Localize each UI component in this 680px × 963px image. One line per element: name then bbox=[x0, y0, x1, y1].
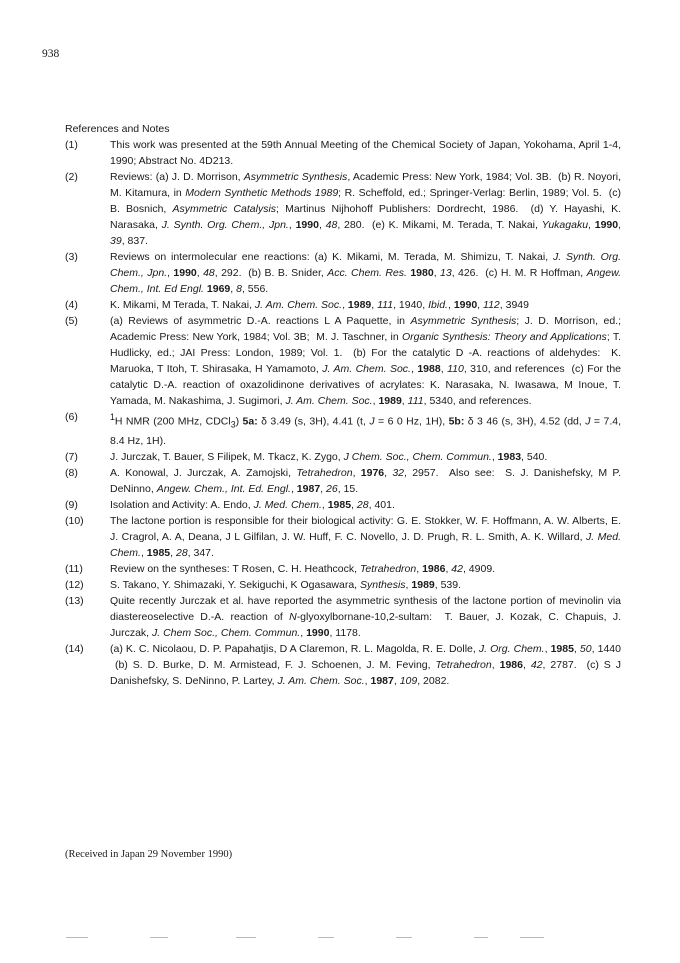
reference-item bbox=[65, 249, 621, 297]
reference-text: Reviews: (a) J. D. Morrison, Asymmetric Synthesis, Academic Press: New York, 1984; Vol. 3B. (b) R. Noyori, M. Kitamura, in Modern Synthetic Methods 1989; R. Scheffold, ed.; Springer-Verlag: Berlin, 1989; Vol. 5. (c) B. Bosnich, Asymmetric Catalysis; Martinus Nijhohoff Publishers: Dordrecht, 1986. (d) Y. Hayashi, K. Narasaka, J. Synth. Org. Chem., Jpn., 1990, 48, 280. (e) K. Mikami, M. Terada, T. Nakai, Yukagaku, 1990, 39, 837. bbox=[110, 171, 622, 247]
reference-text: J. Jurczak, T. Bauer, S Filipek, M. Tkacz, K. Zygo, J Chem. Soc., Chem. Commun., 1983, 540. bbox=[110, 450, 548, 463]
reference-number: (1) bbox=[65, 139, 78, 151]
reference-number: (11) bbox=[65, 562, 83, 575]
reference-text: K. Mikami, M Terada, T. Nakai, J. Am. Chem. Soc., 1989, 111, 1940, Ibid., 1990, 112, 3949 bbox=[110, 299, 529, 311]
page-number: 938 bbox=[42, 48, 60, 60]
reference-text: S. Takano, Y. Shimazaki, Y. Sekiguchi, K Ogasawara, Synthesis, 1989, 539. bbox=[110, 578, 462, 591]
reference-number: (12) bbox=[65, 578, 84, 591]
reference-item bbox=[65, 465, 621, 497]
reference-text: Review on the syntheses: T Rosen, C. H. Heathcock, Tetrahedron, 1986, 42, 4909. bbox=[110, 562, 496, 575]
reference-item bbox=[65, 561, 621, 577]
reference-number: (5) bbox=[65, 315, 78, 327]
reference-item bbox=[65, 297, 621, 313]
reference-number: (2) bbox=[65, 171, 78, 183]
reference-number: (6) bbox=[65, 411, 78, 423]
reference-item bbox=[65, 513, 621, 561]
reference-item bbox=[65, 497, 621, 513]
reference-text: (a) K. C. Nicolaou, D. P. Papahatjis, D A Claremon, R. L. Magolda, R. E. Dolle, J. Org. Chem., 1985, 50, 1440 (b) S. D. Burke, D. M. Armistead, F. J. Schoenen, J. M. Feving, Tetrahedron, 1986, 42, 2787. (c) S J Danishefsky, S. DeNinno, P. Lartey, J. Am. Chem. Soc., 1987, 109, 2082. bbox=[110, 642, 621, 687]
received-note: (Received in Japan 29 November 1990) bbox=[65, 849, 233, 860]
reference-number: (14) bbox=[65, 642, 84, 655]
references-heading: References and Notes bbox=[65, 123, 170, 135]
reference-item bbox=[65, 449, 621, 465]
reference-text: Reviews on intermolecular ene reactions: (a) K. Mikami, M. Terada, M. Shimizu, T. Nakai, J. Synth. Org. Chem., Jpn., 1990, 48, 292. (b) B. B. Snider, Acc. Chem. Res. 1980, 13, 426. (c) H. M. R Hoffman, Angew. Chem., Int. Ed Engl. 1969, 8, 556. bbox=[110, 251, 622, 295]
reference-number: (3) bbox=[65, 251, 78, 263]
references-section bbox=[65, 121, 621, 689]
reference-text: Isolation and Activity: A. Endo, J. Med. Chem., 1985, 28, 401. bbox=[110, 498, 395, 511]
reference-number: (9) bbox=[65, 498, 78, 511]
reference-item bbox=[65, 137, 621, 169]
reference-number: (10) bbox=[65, 514, 84, 527]
reference-item bbox=[65, 169, 621, 249]
reference-item bbox=[65, 313, 621, 409]
reference-text: (a) Reviews of asymmetric D.-A. reactions L A Paquette, in Asymmetric Synthesis; J. D. Morrison, ed.; Academic Press: New York, 1984; Vol. 3B; M. J. Taschner, in Organic Synthesis: Theory and Applications; T. Hudlicky, ed.; JAI Press: London, 1989; Vol. 1. (b) For the catalytic D -A. reactions of aldehydes: K. Maruoka, T Itoh, T. Shirasaka, H Yamamoto, J. Am. Chem. Soc., 1988, 110, 310, and references (c) For the catalytic D.-A. reaction of oxazolidinone derivatives of acrylates: K. Narasaka, N. Iwasawa, M Inoue, T. Yamada, M. Nakashima, J. Sugimori, J. Am. Chem. Soc., 1989, 111, 5340, and references. bbox=[110, 315, 621, 407]
reference-text: A. Konowal, J. Jurczak, A. Zamojski, Tetrahedron, 1976, 32, 2957. Also see: S. J. Danishefsky, M P. DeNinno, Angew. Chem., Int. Ed. Engl., 1987, 26, 15. bbox=[110, 466, 621, 495]
reference-item bbox=[65, 641, 621, 689]
reference-number: (7) bbox=[65, 450, 78, 463]
references-list bbox=[65, 137, 621, 689]
reference-text: The lactone portion is responsible for their biological activity: G. E. Stokker, W. F. Hoffmann, A. W. Alberts, E. J. Cragrol, A. A, Deana, J L Gilfilan, J. W. Huff, F. C. Novello, J. D. Prugh, R. L. Smith, A. K. Willard, J. Med. Chem., 1985, 28, 347. bbox=[110, 514, 621, 559]
reference-text: $^1$H NMR (200 MHz, CDCl$_3$) 5a: δ 3.49 (s, 3H), 4.41 (t, J = 6 0 Hz, 1H), 5b: δ 3 46 (s, 3H), 4.52 (dd, J = 7.4, 8.4 Hz, 1H). bbox=[110, 412, 622, 447]
reference-number: (4) bbox=[65, 299, 78, 311]
reference-item bbox=[65, 593, 621, 641]
reference-text: Quite recently Jurczak et al. have reported the asymmetric synthesis of the lactone portion of mevinolin via diastereoselective D.-A. reaction of N-glyoxylbornane-10,2-sultam: T. Bauer, J. Kozak, C. Chapuis, J. Jurczak, J. Chem Soc., Chem. Commun., 1990, 1178. bbox=[110, 594, 621, 639]
reference-number: (8) bbox=[65, 466, 78, 479]
reference-item bbox=[65, 409, 621, 449]
scan-artifact-marks bbox=[0, 937, 680, 941]
reference-number: (13) bbox=[65, 594, 84, 607]
reference-text: This work was presented at the 59th Annual Meeting of the Chemical Society of Japan, Yokohama, April 1-4, 1990; Abstract No. 4D213. bbox=[110, 139, 621, 167]
reference-item bbox=[65, 577, 621, 593]
